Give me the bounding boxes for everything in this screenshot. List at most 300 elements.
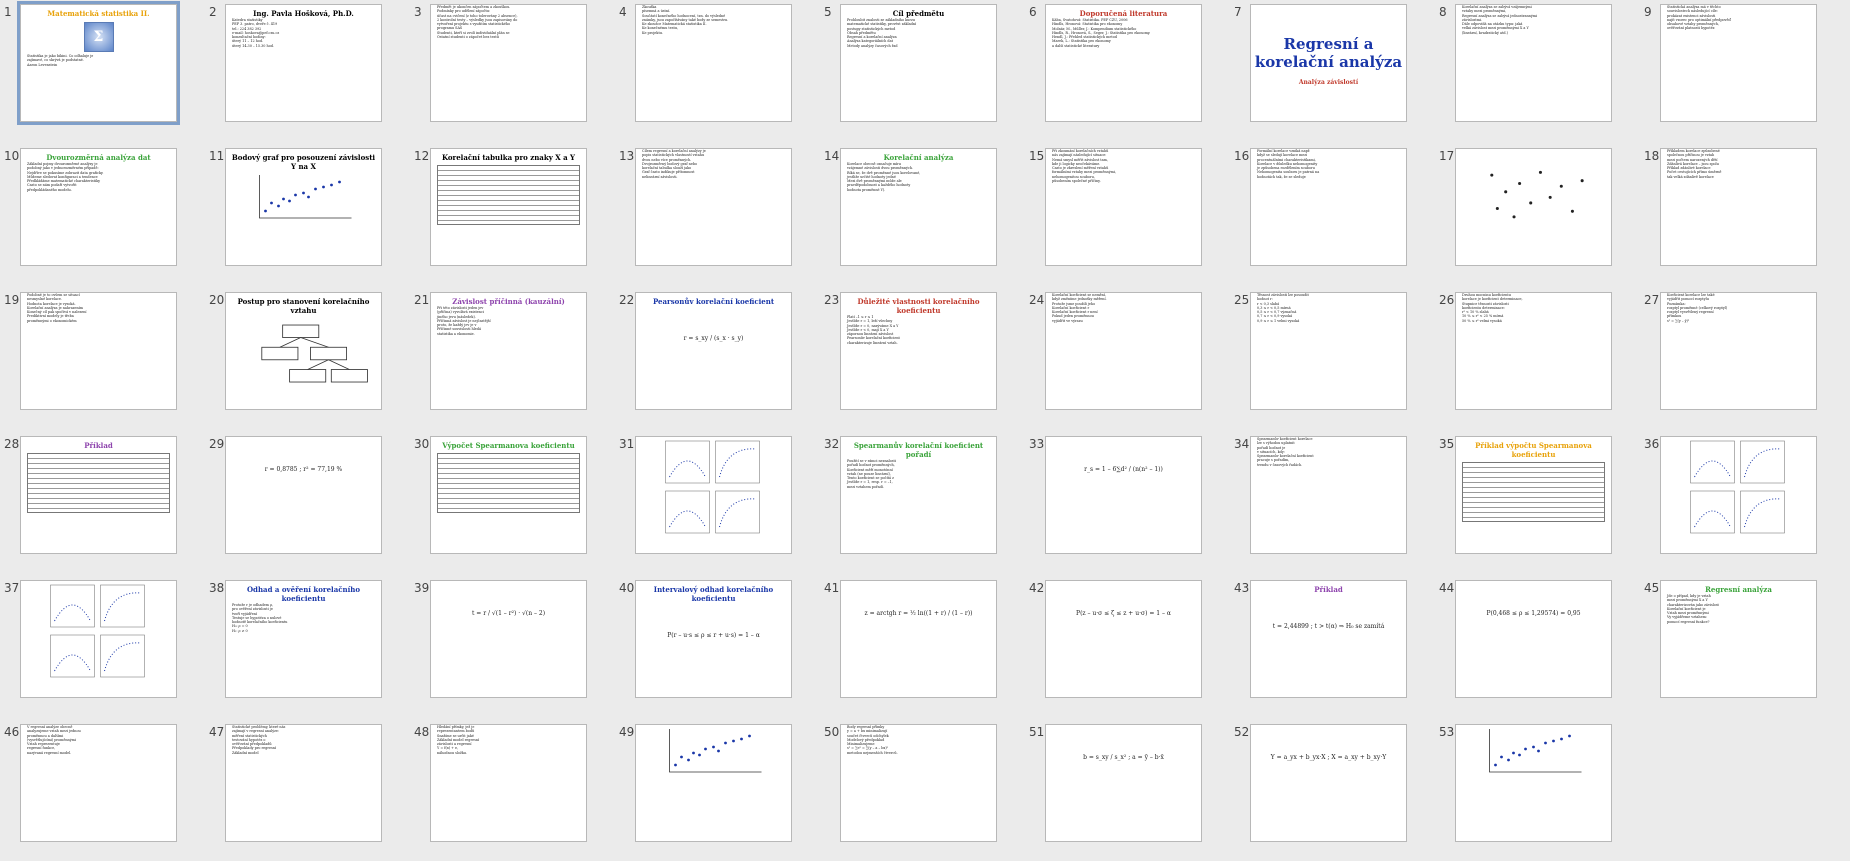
slide-text-line: Minimalizujeme xyxy=(847,742,875,747)
slide-thumbnail[interactable] xyxy=(430,436,587,554)
slide-title: Doporučená literatura xyxy=(1079,9,1168,18)
slide-formula: P(z – u·σ ≤ ζ ≤ z + u·σ) = 1 – α xyxy=(1076,610,1171,617)
slide-cell xyxy=(1435,723,1613,857)
slide-thumbnail[interactable] xyxy=(20,148,177,266)
slide-text-line: procentuálními charakteristikami, xyxy=(1257,157,1316,162)
slide-cell xyxy=(1025,723,1203,857)
slide-text-line: Jestliže r = 1, resp. r = –1, xyxy=(847,480,893,485)
slide-cell xyxy=(820,147,998,281)
slide-title: Cíl předmětu xyxy=(892,9,945,18)
slide-text-line: Dále odpovídá na otázku typu: jaká xyxy=(1462,22,1523,27)
slide-thumbnail[interactable] xyxy=(1045,580,1202,698)
slide-text-line: Říká se, že dvě proměnné jsou korelované, xyxy=(847,170,921,175)
slide-text-line: Analýza kategoriálních dat xyxy=(847,39,893,44)
slide-number: 31 xyxy=(619,437,635,451)
slide-text-line: Ke zkoušce Matematická statistika II. xyxy=(642,22,707,27)
slide-title: Intervalový odhad korelačního koeficientu xyxy=(653,585,774,603)
slide-number: 17 xyxy=(1439,149,1455,163)
slide-text-line: Cílem regresní a korelační analýzy je xyxy=(642,149,706,153)
slide-text-line: pomocí regresní funkce? xyxy=(1667,619,1710,624)
slide-cell xyxy=(1640,579,1818,713)
slide-text-line: Metody analýzy časových řad xyxy=(847,43,898,48)
slide-cell xyxy=(410,147,588,281)
slide-text-line: r² < 10 % slabá xyxy=(1462,310,1489,315)
slide-text-line: Prohloubit znalosti ze základního kurzu xyxy=(847,18,915,22)
slide-text-line: Kába, Svatošová: Statistika. PEF ČZU, 2006 xyxy=(1052,18,1128,22)
slide-formula: P(r – u·s ≤ ρ ≤ r + u·s) = 1 – α xyxy=(667,632,760,639)
slide-thumbnail[interactable] xyxy=(840,724,997,842)
slide-text-line: jiného jevu (následek). xyxy=(437,314,476,319)
slide-thumbnail[interactable] xyxy=(430,724,587,842)
slide-formula: b = s_xy / s_x² ; a = ȳ – b·x̄ xyxy=(1083,754,1164,761)
slide-text-line: Podobné je to ovšem se situací xyxy=(27,293,80,297)
slide-text-line: společnou příčinou je vztah xyxy=(1667,153,1715,158)
slide-cell xyxy=(205,435,383,569)
slide-text-line: Protože jsme použili jeho xyxy=(1052,301,1096,306)
slide-text-line: nelineární závislosti. xyxy=(642,174,678,179)
scatter-plot xyxy=(644,727,783,777)
slide-text-line: dvou nebo více proměnných. xyxy=(642,157,692,162)
slide-text-line: e-mail: hoskova@pef.czu.cz xyxy=(232,30,280,35)
slide-thumbnail[interactable] xyxy=(20,724,177,842)
slide-number: 29 xyxy=(209,437,225,451)
scatter-plot xyxy=(1464,727,1603,777)
chart-area xyxy=(29,583,168,683)
slide-text-line: vytvoření projektu s využitím statistického xyxy=(437,22,511,27)
slide-text-line: ověřování platnosti hypotéz xyxy=(1667,26,1715,31)
slide-text-line: pracuje s pořadím, xyxy=(1257,458,1290,463)
slide-text-line: Tento koeficient se počítá z xyxy=(847,476,894,481)
slide-text-line: Často je zkreslení měření vztahů xyxy=(1052,166,1109,171)
slide-text-line: vyjádřit pomocí rozptylu xyxy=(1667,297,1709,302)
slide-thumbnail[interactable] xyxy=(1455,724,1612,842)
slide-cell xyxy=(1640,291,1818,425)
slide-cell xyxy=(1435,291,1613,425)
slide-thumbnail[interactable] xyxy=(1660,148,1817,266)
slide-text-line: Při zkoumání korelačních vztahů xyxy=(1052,149,1109,153)
chart-area xyxy=(644,727,783,777)
slide-number: 34 xyxy=(1234,437,1250,451)
slide-cell xyxy=(615,435,793,569)
chart-area xyxy=(1669,439,1808,539)
slide-cell xyxy=(820,3,998,137)
slide-thumbnail[interactable] xyxy=(1455,148,1612,266)
slide-thumbnail[interactable] xyxy=(1455,436,1612,554)
slide-text-line: Druhou mocninu koeficientu xyxy=(1462,293,1511,297)
slide-number: 4 xyxy=(619,5,627,19)
slide-text-line: nesmyslné korelace. xyxy=(27,297,62,302)
slide-text-line: Statistické problémy, které nás xyxy=(232,725,286,729)
slide-text-line: s² = ∑(y – ȳ)² xyxy=(1667,318,1690,323)
slide-text-line: pravděpodobnost a každého hodnoty xyxy=(847,183,911,188)
slide-text-line: PEF 3. patro, dveře č. 419 xyxy=(232,22,278,27)
slide-text-line: (příčina) vyvolává existenci xyxy=(437,310,484,315)
slide-text-line: Molnár, M., Műller, J.: Kompendium statistického xyxy=(1052,26,1137,31)
slide-number: 42 xyxy=(1029,581,1045,595)
slide-text-line: hodnotách tak, že se sleduje xyxy=(1257,174,1306,179)
slide-text-line: písemná a ústní. xyxy=(642,9,671,14)
slide-thumbnail[interactable] xyxy=(1660,4,1817,122)
slide-cell xyxy=(615,723,793,857)
slide-text-line: proměnnými o ekonomickém xyxy=(27,318,77,323)
slide-title: Regresní a korelační analýza xyxy=(1254,35,1403,71)
slide-text-line: Spearmanův korelační koeficient xyxy=(1257,454,1314,459)
slide-text-line: Y = f(x) + e, xyxy=(437,746,459,751)
dot-plot xyxy=(1464,151,1603,241)
slide-number: 46 xyxy=(4,725,20,739)
slide-text-line: Zdánlivá korelace – jsou spolu xyxy=(1667,161,1719,166)
slide-thumbnail[interactable] xyxy=(1455,580,1612,698)
slide-text-line: Hindls, R., Hronová, S., Seger, J.: Statistika pro ekonomy. xyxy=(1052,30,1151,35)
slide-title: Závislost příčinná (kauzální) xyxy=(452,297,565,306)
slide-text-line: Korelační analýza je nahrazením xyxy=(27,305,84,310)
slide-text-line: Počet cestujících přímo úměrně xyxy=(1667,170,1722,175)
slide-text-line: Koeficient korelace lze také xyxy=(1667,293,1715,297)
slide-thumbnail[interactable] xyxy=(225,292,382,410)
slide-text-line: Nehomogenita souboru je patrná na xyxy=(1257,170,1320,175)
slide-formula: r = s_xy / (s_x · s_y) xyxy=(683,335,744,342)
slide-cell xyxy=(1025,579,1203,713)
slide-thumbnail[interactable] xyxy=(225,436,382,554)
slide-number: 8 xyxy=(1439,5,1447,19)
slide-thumbnail[interactable] xyxy=(635,724,792,842)
slide-text-line: Nejdříve se pokusíme zobrazit data graficky. xyxy=(27,170,104,175)
slide-text-line: velká závislost mezi proměnnými X a Y xyxy=(1462,26,1529,31)
chart-grid xyxy=(1669,439,1808,539)
slide-text-line: Korelační koeficient r není xyxy=(1052,310,1098,315)
slide-thumbnail[interactable] xyxy=(1045,436,1202,554)
slide-thumbnail[interactable] xyxy=(1660,292,1817,410)
slide-thumbnail[interactable] xyxy=(840,292,997,410)
slide-number: 3 xyxy=(414,5,422,19)
slide-title: Postup pro stanovení korelačního vztahu xyxy=(237,297,370,315)
slide-text-line: hodnotě korelačního koeficientu xyxy=(232,620,288,625)
slide-text-line: když změníme jednotky měření. xyxy=(1052,297,1107,302)
slide-text-line: Hendl, J.: Přehled statistických metod xyxy=(1052,35,1117,40)
slide-title: Důležité vlastnosti korelačního koeficientu xyxy=(857,297,980,315)
slide-text-line: Příčinná závislost je nejčastější xyxy=(437,318,491,323)
slide-text-line: H₁: ρ ≠ 0 xyxy=(232,628,248,633)
slide-text-line: Předmět je ukončen zápočtem a zkouškou. xyxy=(437,5,511,9)
slide-cell xyxy=(0,435,178,569)
slide-text-line: měření statistických xyxy=(232,733,267,738)
slide-text-line: Pearsonův korelační koeficient xyxy=(847,336,900,341)
slide-cell xyxy=(1025,147,1203,281)
slide-text-line: hodnot r: xyxy=(1257,297,1273,302)
slide-thumbnail[interactable] xyxy=(1045,292,1202,410)
slide-thumbnail[interactable] xyxy=(840,4,997,122)
slide-thumbnail[interactable] xyxy=(1455,4,1612,122)
slide-text-line: Studenti, kteří si zvolí individuální plán se xyxy=(437,30,510,35)
slide-text-line: kde ji logicky neočekáváme. xyxy=(1052,161,1101,166)
slide-formula: Y = a_yx + b_yx·X ; X = a_xy + b_xy·Y xyxy=(1270,754,1387,761)
slide-number: 25 xyxy=(1234,293,1250,307)
slide-text-line: Pokud jeden proměnnou xyxy=(1052,314,1094,319)
slide-text-line: Jestliže r = 1, leží všechny xyxy=(847,319,893,324)
slide-formula: t = r / √(1 – r²) · √(n – 2) xyxy=(471,610,546,617)
slide-thumbnail[interactable] xyxy=(840,436,997,554)
slide-title: Bodový graf pro posouzení závislosti Y na X xyxy=(231,153,376,171)
slide-number: 38 xyxy=(209,581,225,595)
slide-text-line: Podmínky pro udělení zápočtu: xyxy=(437,9,491,14)
slide-text-line: Příčinné souvislosti hledá xyxy=(437,327,481,332)
slide-text-line: r < 0,3 slabá xyxy=(1257,301,1280,306)
slide-title: Výpočet Spearmanova koeficientu xyxy=(442,441,575,450)
slide-thumbnail[interactable] xyxy=(1250,436,1407,554)
slide-number: 50 xyxy=(824,725,840,739)
chart-grid xyxy=(29,583,168,683)
slide-cell xyxy=(410,435,588,569)
slide-number: 39 xyxy=(414,581,430,595)
slide-text-line: testování hypotéz o xyxy=(232,737,266,742)
slide-cell xyxy=(205,579,383,713)
slide-text-line: Korelační koeficient je xyxy=(1667,606,1706,611)
slide-text-line: závislosti a regresní xyxy=(437,742,472,747)
slide-text-line: Testuje se hypotéza o nulové xyxy=(232,615,282,620)
slide-text-line: 0,3 ≤ r < 0,5 mírná xyxy=(1257,305,1291,310)
slide-number: 10 xyxy=(4,149,20,163)
slide-text-line: korelační tabulka slouží jako xyxy=(642,166,692,171)
slide-formula: z = arctgh r = ½ ln((1 + r) / (1 – r)) xyxy=(864,610,973,617)
slide-text-line: známky, jsou započítávány také body ze semestru. xyxy=(642,17,729,22)
slide-text-line: Body regresní přímky xyxy=(847,725,885,729)
slide-number: 43 xyxy=(1234,581,1250,595)
slide-number: 11 xyxy=(209,149,225,163)
slide-text-line: Prediktivní modely je třeba xyxy=(27,314,74,319)
slide-thumbnail[interactable] xyxy=(635,4,792,122)
slide-text-line: (vysvětlujícími) proměnnými xyxy=(27,737,76,742)
slide-formula: r = 0,8785 ; r² = 77,19 % xyxy=(264,466,343,473)
slide-text-line: Korelační koeficient se nemění, xyxy=(1052,293,1107,297)
slide-thumbnail[interactable] xyxy=(225,580,382,698)
slide-text-line: rozptyl proměnné (celkový rozptyl) xyxy=(1667,305,1728,310)
slide-text-line: 50 % ≤ r² velmi vysoká xyxy=(1462,318,1502,323)
slide-text-line: hodnota proměnné Y). xyxy=(847,187,886,192)
slide-text-line: pro ověření závislosti je xyxy=(232,607,273,612)
slide-thumbnail[interactable] xyxy=(1250,580,1407,698)
slide-cell xyxy=(615,3,793,137)
slide-title: Regresní analýza xyxy=(1705,585,1772,594)
slide-thumbnail[interactable] xyxy=(20,580,177,698)
slide-text-line: Stupnice těsnosti závislosti xyxy=(1462,301,1509,306)
slide-text-line: regresní funkce, xyxy=(27,746,56,751)
slide-number: 48 xyxy=(414,725,430,739)
slide-text-line: podobný jako v jednorozměrném případě: xyxy=(27,166,99,171)
slide-thumbnail[interactable] xyxy=(20,292,177,410)
slide-text-line: pořadí hodnot proměnných, xyxy=(847,463,895,468)
slide-text-line: charakterizuje lineární vztah. xyxy=(847,340,898,345)
slide-text-line: Statistická analýza má v těchto xyxy=(1667,5,1721,9)
slide-thumbnail[interactable] xyxy=(1250,724,1407,842)
slide-cell xyxy=(1435,147,1613,281)
slide-text-line: úterý 14.30 – 15.30 hod. xyxy=(232,43,274,48)
sigma-logo-icon: Σ xyxy=(84,22,114,52)
slide-thumbnail[interactable] xyxy=(225,148,382,266)
slide-thumbnail[interactable] xyxy=(430,148,587,266)
slide-text-line: tak velká zdánlivě korelace xyxy=(1667,174,1714,179)
slide-number: 18 xyxy=(1644,149,1660,163)
slide-text-line: Nemá smysl měřit závislost tam, xyxy=(1052,157,1108,162)
slide-text-line: Základní pojmy dvourozměrné analýzy je xyxy=(27,162,98,166)
slide-title: Odhad a ověření korelačního koeficientu xyxy=(246,585,361,603)
data-table xyxy=(437,165,580,225)
slide-text-line: analyzujeme vztah mezi jednou xyxy=(27,729,81,734)
slide-text-line: tvoří vyjádření xyxy=(232,611,258,616)
slide-number: 37 xyxy=(4,581,20,595)
slide-number: 26 xyxy=(1439,293,1455,307)
slide-text-line: Korelační koeficient r xyxy=(1052,305,1090,310)
slide-cell xyxy=(1230,3,1408,137)
slide-thumbnail[interactable] xyxy=(1045,724,1202,842)
slide-text-line: pořadí hodnot je xyxy=(1257,445,1286,450)
slide-thumbnail[interactable] xyxy=(1045,148,1202,266)
slide-text-line: Jestliže r < 0, mají X a Y xyxy=(847,327,889,332)
slide-thumbnail[interactable] xyxy=(1045,4,1202,122)
slide-number: 21 xyxy=(414,293,430,307)
slide-text-line: Ke projektu. xyxy=(642,30,664,35)
slide-cell xyxy=(1025,291,1203,425)
slide-text-line: účast na cvičení (z toho tolerovány 2 absence), xyxy=(437,13,518,18)
chart-area xyxy=(234,173,373,223)
slide-text-line: Regresní analýza se zabývá jednostrannými xyxy=(1462,13,1538,18)
slide-thumbnail[interactable] xyxy=(225,724,382,842)
slide-number: 45 xyxy=(1644,581,1660,595)
slide-text-line: Marek, L.: Statistika pro ekonomy xyxy=(1052,39,1111,44)
data-table xyxy=(1462,462,1605,522)
slide-thumbnail[interactable] xyxy=(430,4,587,122)
slide-text-line: V regresní analýze obecně xyxy=(27,725,73,729)
slide-title: Pearsonův korelační koeficient xyxy=(652,297,775,306)
slide-text-line: Těsnost závislosti lze posoudit xyxy=(1257,293,1309,297)
slide-text-line: když se sledují korelace mezi xyxy=(1257,153,1308,158)
slide-thumbnail[interactable] xyxy=(20,436,177,554)
slide-text-line: je způsobena rozdělením souboru xyxy=(1257,166,1315,171)
slide-cell xyxy=(1230,291,1408,425)
slide-title: Korelační analýza xyxy=(883,153,954,162)
slide-title: Matematická statistika II. xyxy=(47,9,150,18)
slide-thumbnail[interactable] xyxy=(635,292,792,410)
slide-text-line: Regresní a korelační analýza xyxy=(847,35,897,40)
slide-text-line: mezi proměnnými X a Y xyxy=(1667,598,1708,603)
slide-thumbnail[interactable] xyxy=(840,148,997,266)
slide-text-line: trendu v časových řadách. xyxy=(1257,462,1303,467)
slide-text-line: Hindls, Hronová: Statistika pro ekonomy xyxy=(1052,22,1123,27)
slide-text-line: ověřování předpokladů xyxy=(232,742,272,747)
slide-text-line: nehomogenitou souboru, xyxy=(1052,174,1095,179)
slide-cell xyxy=(1230,435,1408,569)
slide-number: 30 xyxy=(414,437,430,451)
chart-area xyxy=(1464,727,1603,777)
slide-text-line: zápornou lineární závislost xyxy=(847,332,894,337)
slide-text-line: charakterizován jako závislost xyxy=(1667,602,1719,607)
slide-number: 5 xyxy=(824,5,832,19)
slide-cell xyxy=(205,291,383,425)
slide-text-line: působením společné příčiny. xyxy=(1052,179,1101,184)
slide-number: 47 xyxy=(209,725,225,739)
slide-formula: t = 2,44899 ; t > t(α) ⇒ H₀ se zamítá xyxy=(1272,623,1385,630)
slide-text-line: Vztah mezi proměnnými xyxy=(1667,611,1709,616)
slide-text-line: Mezi dvě proměnnými může ale xyxy=(847,179,902,184)
slide-cell xyxy=(410,291,588,425)
slide-cell xyxy=(1640,3,1818,137)
slide-cell xyxy=(410,3,588,137)
slide-text-line: Obsah předmětu xyxy=(847,30,876,35)
slide-number: 40 xyxy=(619,581,635,595)
slide-cell xyxy=(1230,147,1408,281)
slide-cell xyxy=(1435,435,1613,569)
slide-thumbnail[interactable] xyxy=(635,436,792,554)
slide-thumbnail[interactable] xyxy=(635,148,792,266)
slide-number: 33 xyxy=(1029,437,1045,451)
slide-text-line: 2 kontrolní testy – výsledky jsou zapisovány do xyxy=(437,17,518,22)
slide-number: 15 xyxy=(1029,149,1045,163)
slide-cell xyxy=(0,3,178,137)
slide-text-line: Předpoklady pro regresní xyxy=(232,746,276,751)
slide-text-line: matematické statistiky, provést základní xyxy=(847,22,917,27)
slide-text-line: Často se nám podaří vytvořit xyxy=(27,183,77,188)
slide-text-line: Jestliže r = 0, nazýváme X a Y xyxy=(847,323,899,328)
slide-text-line: reprezentantem bodů xyxy=(437,729,475,734)
slide-thumbnail[interactable] xyxy=(1660,436,1817,554)
slide-thumbnail[interactable] xyxy=(635,580,792,698)
slide-cell xyxy=(615,147,793,281)
diagram-area xyxy=(234,317,373,397)
slide-thumbnail[interactable] xyxy=(1660,580,1817,698)
slide-thumbnail[interactable] xyxy=(1250,4,1407,122)
slide-text-line: 0,5 ≤ r < 0,7 význačná xyxy=(1257,310,1297,315)
slide-text-line: zajímají v regresní analýze: xyxy=(232,729,280,734)
slide-thumbnail[interactable] xyxy=(1455,292,1612,410)
slide-text-line: Formální korelace vzniká např. xyxy=(1257,149,1311,153)
slide-thumbnail[interactable] xyxy=(20,4,177,122)
slide-thumbnail[interactable] xyxy=(430,580,587,698)
slide-cell xyxy=(1435,579,1613,713)
slide-number: 53 xyxy=(1439,725,1455,739)
slide-text-line: přímkou xyxy=(1667,314,1682,319)
slide-thumbnail[interactable] xyxy=(840,580,997,698)
slide-text-line: součet čtverců odchylek xyxy=(847,733,889,738)
slide-number: 9 xyxy=(1644,5,1652,19)
slide-number: 22 xyxy=(619,293,635,307)
flow-diagram xyxy=(234,317,373,397)
scatter-plot xyxy=(234,173,373,223)
slide-text-line: Základní model xyxy=(232,750,259,755)
slide-cell xyxy=(1435,3,1613,137)
slide-text-line: Konečný cíl pak spočívá v nalezení xyxy=(27,310,87,315)
slide-text-line: Při této závislosti jeden jev xyxy=(437,306,484,310)
slide-thumbnail[interactable] xyxy=(1250,292,1407,410)
slide-cell xyxy=(410,723,588,857)
slide-cell xyxy=(0,147,178,281)
slide-text-line: Korelace v důsledku nehomogenity xyxy=(1257,161,1318,166)
slide-thumbnail[interactable] xyxy=(430,292,587,410)
slide-thumbnail[interactable] xyxy=(1250,148,1407,266)
slide-number: 14 xyxy=(824,149,840,163)
slide-cell xyxy=(205,3,383,137)
slide-thumbnail[interactable] xyxy=(225,4,382,122)
slide-text-line: Graf často indikuje přítomnost xyxy=(642,170,695,175)
slide-cell xyxy=(615,579,793,713)
slide-text-line: Příklad zdánlivé korelace xyxy=(1667,166,1711,171)
slide-text-line: koeficientu determinace: xyxy=(1462,305,1505,310)
slide-text-line: souvislostech následující cíle: xyxy=(1667,9,1718,14)
slide-subtitle: Analýza závislostí xyxy=(1298,79,1359,86)
slide-text-line: úterý 11 – 12 hod. xyxy=(232,39,264,44)
slide-formula: r_s = 1 – 6∑d² / (n(n² – 1)) xyxy=(1084,466,1163,473)
slide-text-line: mezi počtem narozených dětí xyxy=(1667,157,1718,162)
data-table xyxy=(437,453,580,513)
slide-text-line: Zkouška xyxy=(642,5,657,9)
